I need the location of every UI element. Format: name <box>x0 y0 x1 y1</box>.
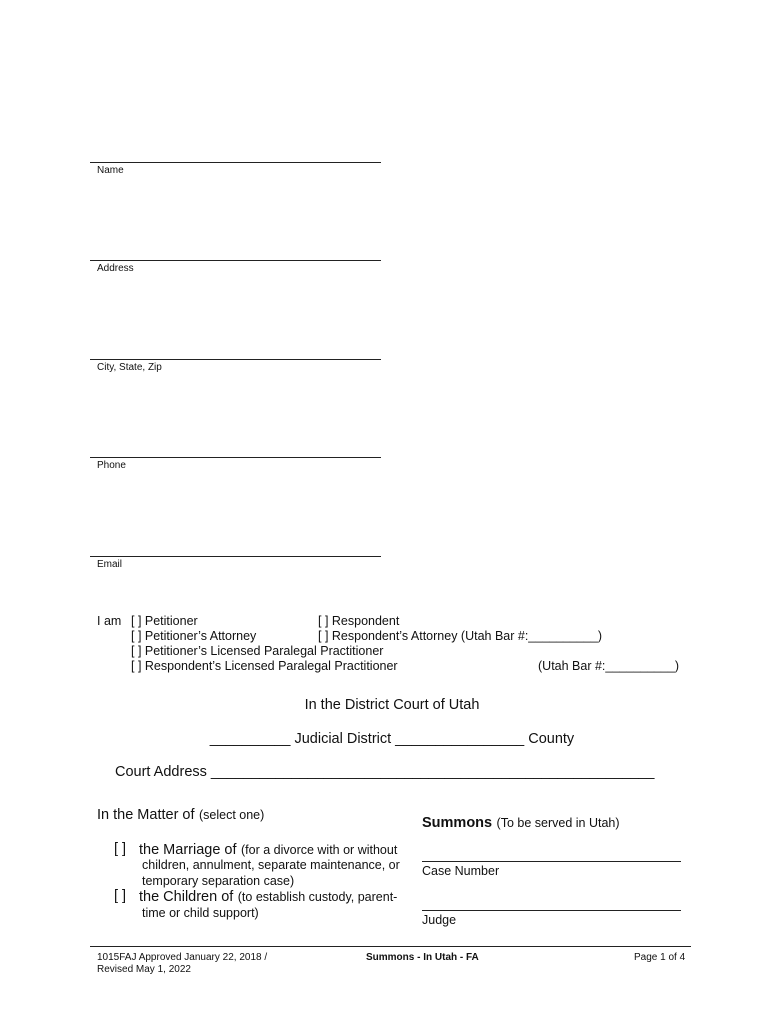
matter-heading <box>97 806 264 824</box>
footer-approval-2: Revised May 1, 2022 <box>97 964 191 975</box>
petitioner-lpp-checkbox[interactable]: [ ] Petitioner’s Licensed Paralegal Practitioner <box>131 644 384 658</box>
children-note-1: (to establish custody, parent- <box>237 890 398 904</box>
children-title: the Children of <box>139 889 234 905</box>
i-am-label: I am <box>97 614 122 628</box>
judicial-district-line[interactable]: __________ Judicial District ________________ County <box>209 731 575 747</box>
court-address-line[interactable]: Court Address _______________________________________________________ <box>115 764 655 780</box>
case-number-line[interactable] <box>422 861 681 862</box>
name-label: Name <box>97 165 124 176</box>
footer-page-number: Page 1 of 4 <box>634 952 686 963</box>
respondent-attorney-checkbox[interactable]: [ ] Respondent’s Attorney (Utah Bar #:__________) <box>318 629 602 643</box>
name-line[interactable] <box>90 162 381 163</box>
matter-heading-note: (select one) <box>198 808 265 822</box>
petitioner-checkbox[interactable]: [ ] Petitioner <box>131 614 198 628</box>
respondent-lpp-checkbox[interactable]: [ ] Respondent’s Licensed Paralegal Practitioner <box>131 659 398 673</box>
judge-line[interactable] <box>422 910 681 911</box>
marriage-note-3: temporary separation case) <box>142 874 295 888</box>
lpp-bar-number[interactable]: (Utah Bar #:__________) <box>538 659 680 673</box>
address-label: Address <box>97 263 134 274</box>
marriage-checkbox[interactable]: [ ] <box>114 841 127 857</box>
respondent-checkbox[interactable]: [ ] Respondent <box>318 614 400 628</box>
court-title: In the District Court of Utah <box>304 697 480 713</box>
city-state-zip-line[interactable] <box>90 359 381 360</box>
footer-rule <box>90 946 691 947</box>
footer-form-title: Summons - In Utah - FA <box>366 952 479 963</box>
phone-label: Phone <box>97 460 126 471</box>
marriage-note-2: children, annulment, separate maintenance, or <box>142 858 400 872</box>
case-number-label: Case Number <box>422 864 500 878</box>
children-note-2: time or child support) <box>142 906 259 920</box>
phone-line[interactable] <box>90 457 381 458</box>
children-option <box>139 888 397 906</box>
email-line[interactable] <box>90 556 381 557</box>
marriage-title: the Marriage of <box>139 842 237 858</box>
petitioner-attorney-checkbox[interactable]: [ ] Petitioner’s Attorney <box>131 629 257 643</box>
email-label: Email <box>97 559 123 570</box>
judge-label: Judge <box>422 913 457 927</box>
children-checkbox[interactable]: [ ] <box>114 888 127 904</box>
address-line[interactable] <box>90 260 381 261</box>
summons-subtitle: (To be served in Utah) <box>496 816 620 830</box>
summons-heading <box>422 814 620 832</box>
summons-title: Summons <box>422 815 493 831</box>
city-state-zip-label: City, State, Zip <box>97 362 162 373</box>
marriage-option <box>139 841 397 859</box>
matter-heading-text: In the Matter of <box>97 807 195 823</box>
footer-approval-1: 1015FAJ Approved January 22, 2018 / <box>97 952 268 963</box>
marriage-note-1: (for a divorce with or without <box>240 843 398 857</box>
